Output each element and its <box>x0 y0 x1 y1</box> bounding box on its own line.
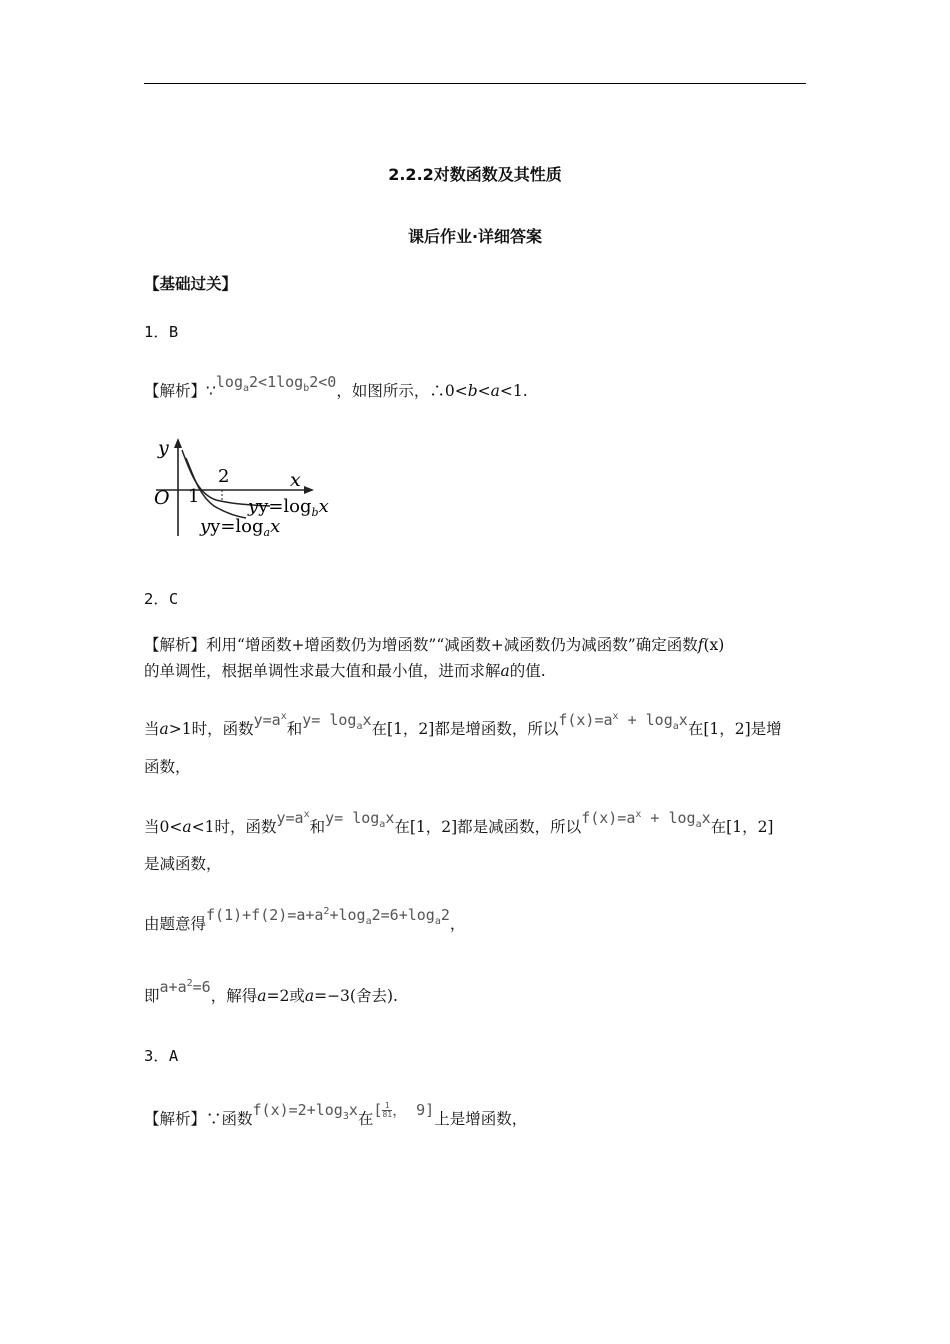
q2-analysis-line2: 的单调性，根据单调性求最大值和最小值，进而求解a的值. <box>144 662 546 680</box>
q1-analysis: 【解析】$\because\log_a2<1\log_b2<0$，如图所示，∴0<b<a<1. <box>144 373 528 400</box>
two-label: 2 <box>218 466 230 487</box>
curve-a-label: $yy=\log_ax$ <box>200 516 281 539</box>
q1-formula: $\log_a2<1\log_b2<0$ <box>215 373 337 394</box>
interval: [ $\frac{1}{81}$ ， 9] <box>373 1101 435 1119</box>
page-subtitle: 课后作业·详细答案 <box>407 227 543 246</box>
analysis-label: 【解析】 <box>144 382 207 400</box>
q2-case1: 当a>1时，函数$y=a^x$和$y= \log_ax$在[1，2]都是增函数，所以$f(x)=a^x + \log_ax$在[1，2]是增 <box>144 711 782 738</box>
y-axis-arrow <box>174 438 182 448</box>
because-symbol: ∵ <box>206 382 216 400</box>
q2-case2: 当0<a<1时，函数$y=a^x$和$y= \log_ax$在[1，2]都是减函数，所以$f(x)=a^x + \log_ax$在[1，2] <box>144 809 774 836</box>
q2-case2-cont: 是减函数， <box>144 855 222 873</box>
origin-label: O <box>154 487 170 509</box>
q2-analysis-line1: 【解析】利用“增函数+增函数仍为增函数”“减函数+减函数仍为减函数”确定函数f(x) <box>144 636 725 654</box>
q2-case1-cont: 函数， <box>144 758 191 776</box>
analysis-label: 【解析】 <box>144 636 207 654</box>
q2-answer: 2．C <box>144 590 179 608</box>
q3-answer: 3．A <box>144 1047 179 1065</box>
header-rule <box>144 83 806 84</box>
curve-b-label: $yy=\log_bx$ <box>248 496 329 519</box>
q3-analysis: 【解析】∵函数$f(x)=2+\log_3x$在[ $\frac{1}{81}$ ， 9]上是增函数， <box>144 1101 528 1128</box>
q2-solution: 即$a+a^2=6$，解得a=2或a=−3(舍去). <box>144 978 398 1005</box>
q1-answer: 1．B <box>144 323 179 341</box>
q2-equation: 由题意得$f(1)+f(2)=a+a^2+\log_a2=6+\log_a2$， <box>144 906 466 933</box>
y-label: y <box>158 437 169 459</box>
page-title: 2.2.2对数函数及其性质 <box>388 165 562 184</box>
one-label: 1 <box>188 486 200 507</box>
x-axis-arrow <box>304 486 314 494</box>
analysis-label: 【解析】 <box>144 1110 207 1128</box>
section-heading: 【基础过关】 <box>144 275 238 293</box>
x-label: x <box>290 469 301 491</box>
log-graph <box>150 436 335 544</box>
